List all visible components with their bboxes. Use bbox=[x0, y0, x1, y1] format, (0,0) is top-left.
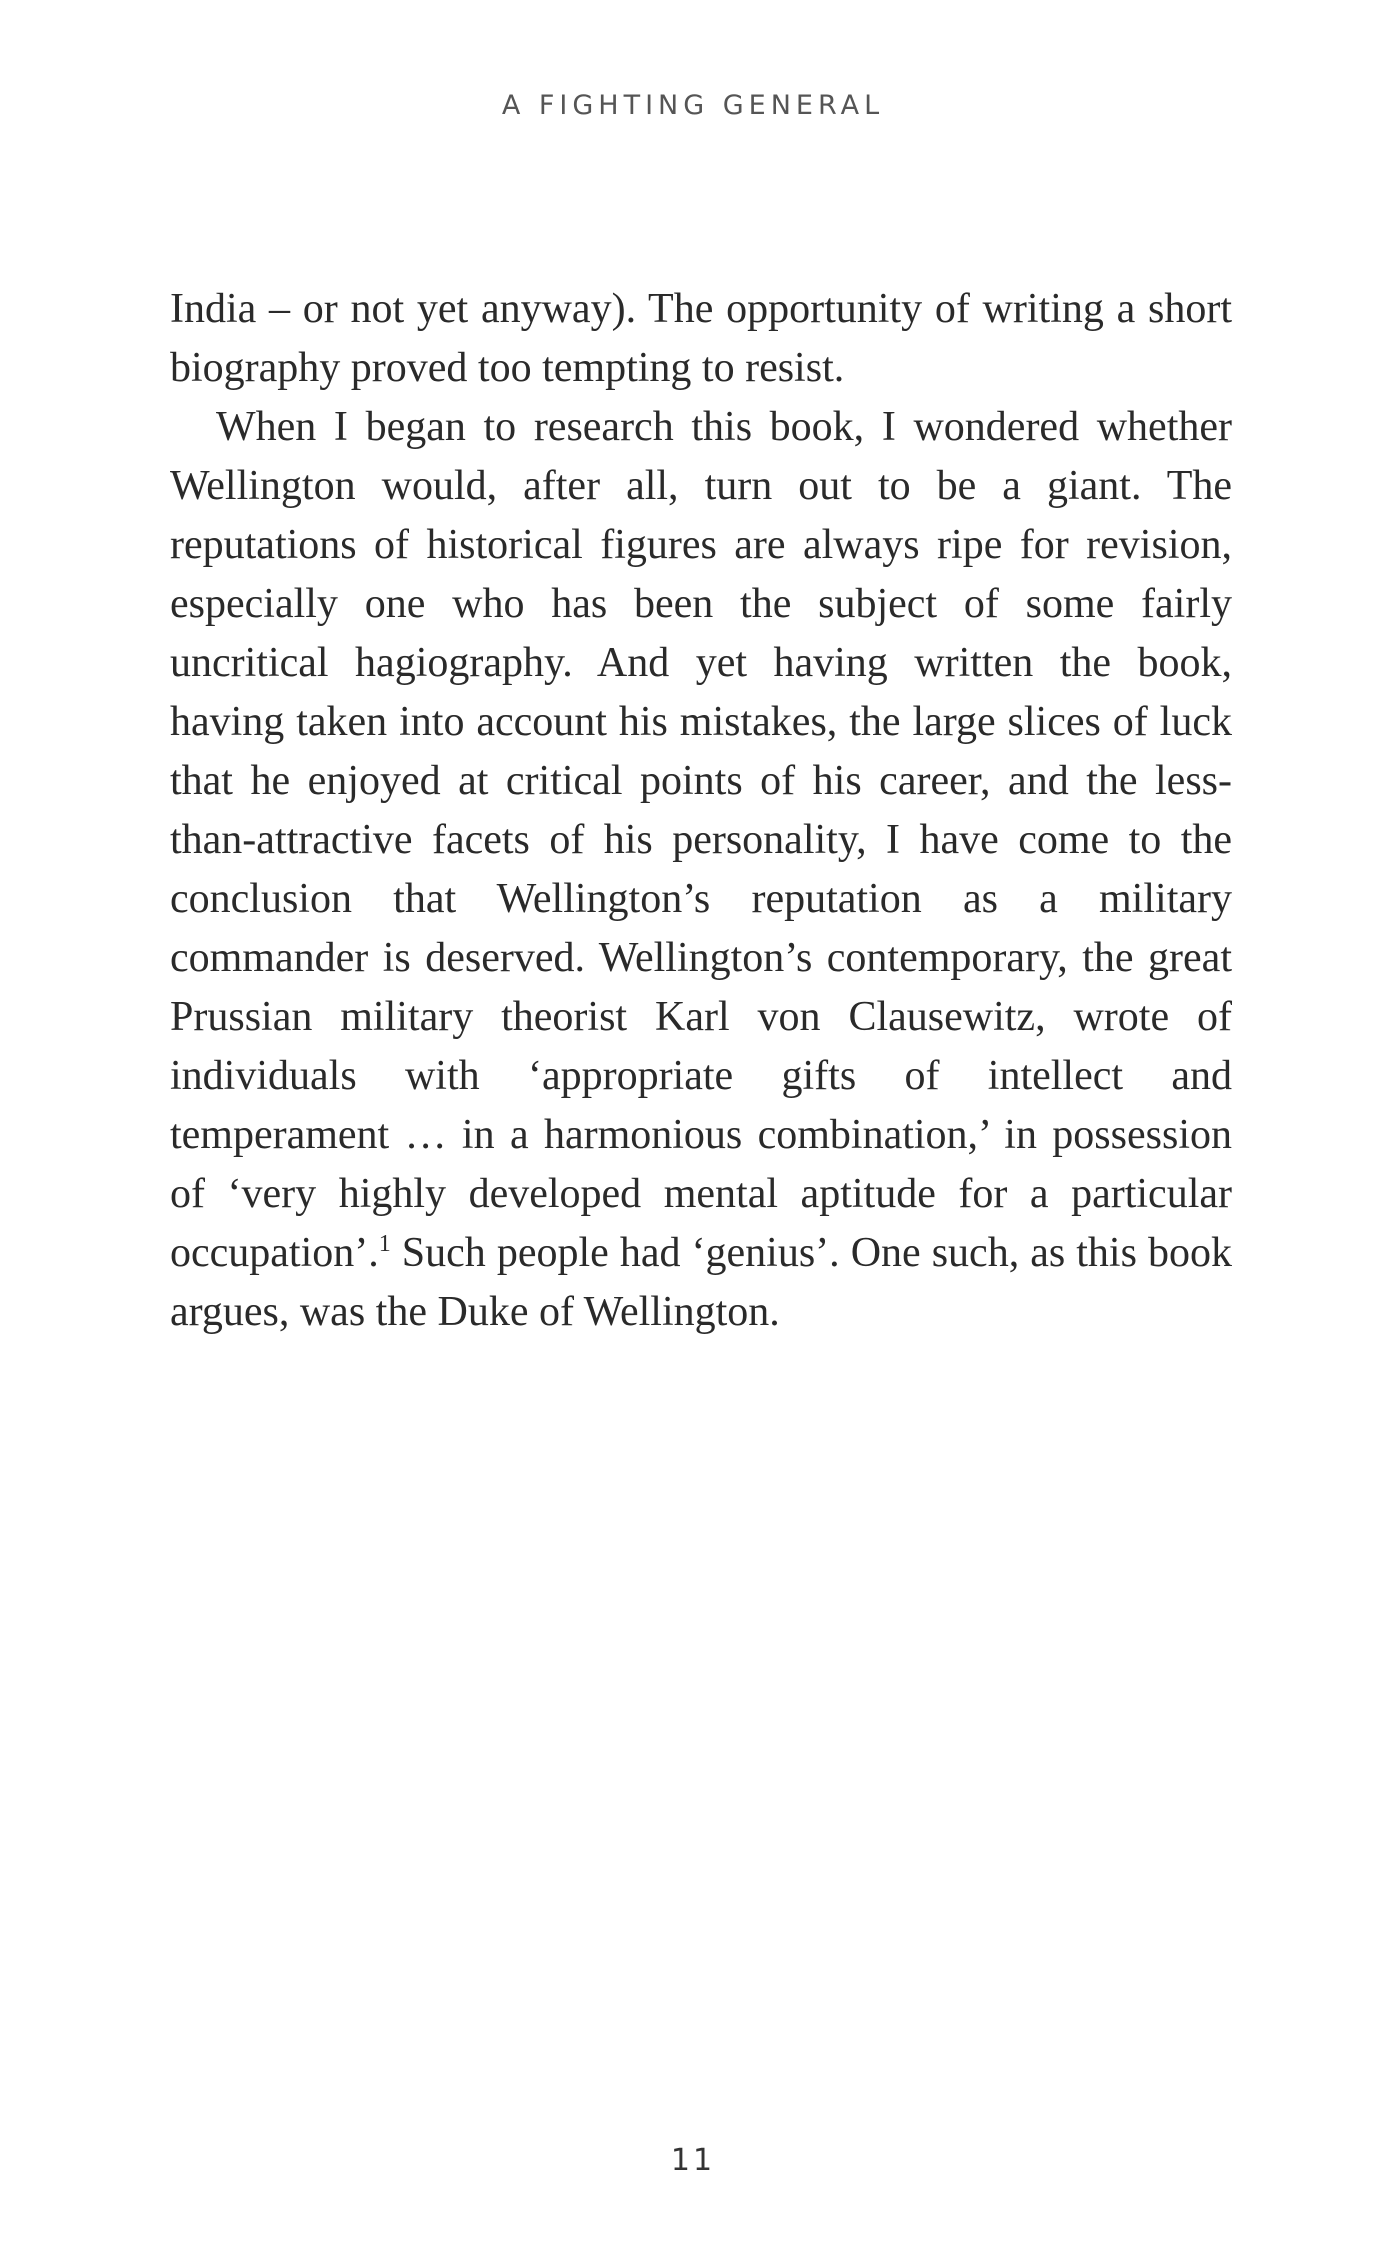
body-text bbox=[170, 280, 1232, 1342]
paragraph-main bbox=[170, 398, 1232, 1342]
paragraph-main-text: When I began to research this book, I wondered whether Wellington would, after all, turn out to be a giant. The reputations of historical figures are always ripe for revision, especially one who has been the subject of some fairly uncritical hagiography. And yet having written the book, having taken into account his mistakes, the large slices of luck that he enjoyed at critical points of his career, and the less-than-attractive facets of his personality, I have come to the conclusion that Wellington’s reputation as a military commander is deserved. Wellington’s contemporary, the great Prussian military theorist Karl von Clausewitz, wrote of individuals with ‘appropriate gifts of intellect and temperament … in a harmonious combination,’ in possession of ‘very highly developed mental aptitude for a particular occupation’. bbox=[170, 404, 1232, 1276]
footnote-marker[interactable]: 1 bbox=[378, 1231, 391, 1257]
paragraph-main-tail: Such people had ‘genius’. One such, as this book argues, was the Duke of Wellington. bbox=[170, 1230, 1232, 1335]
page-number: 11 bbox=[670, 2143, 716, 2178]
paragraph-continued: India – or not yet anyway). The opportunity of writing a short biography proved too tempting to resist. bbox=[170, 286, 1232, 391]
running-head: A FIGHTING GENERAL bbox=[501, 90, 885, 121]
